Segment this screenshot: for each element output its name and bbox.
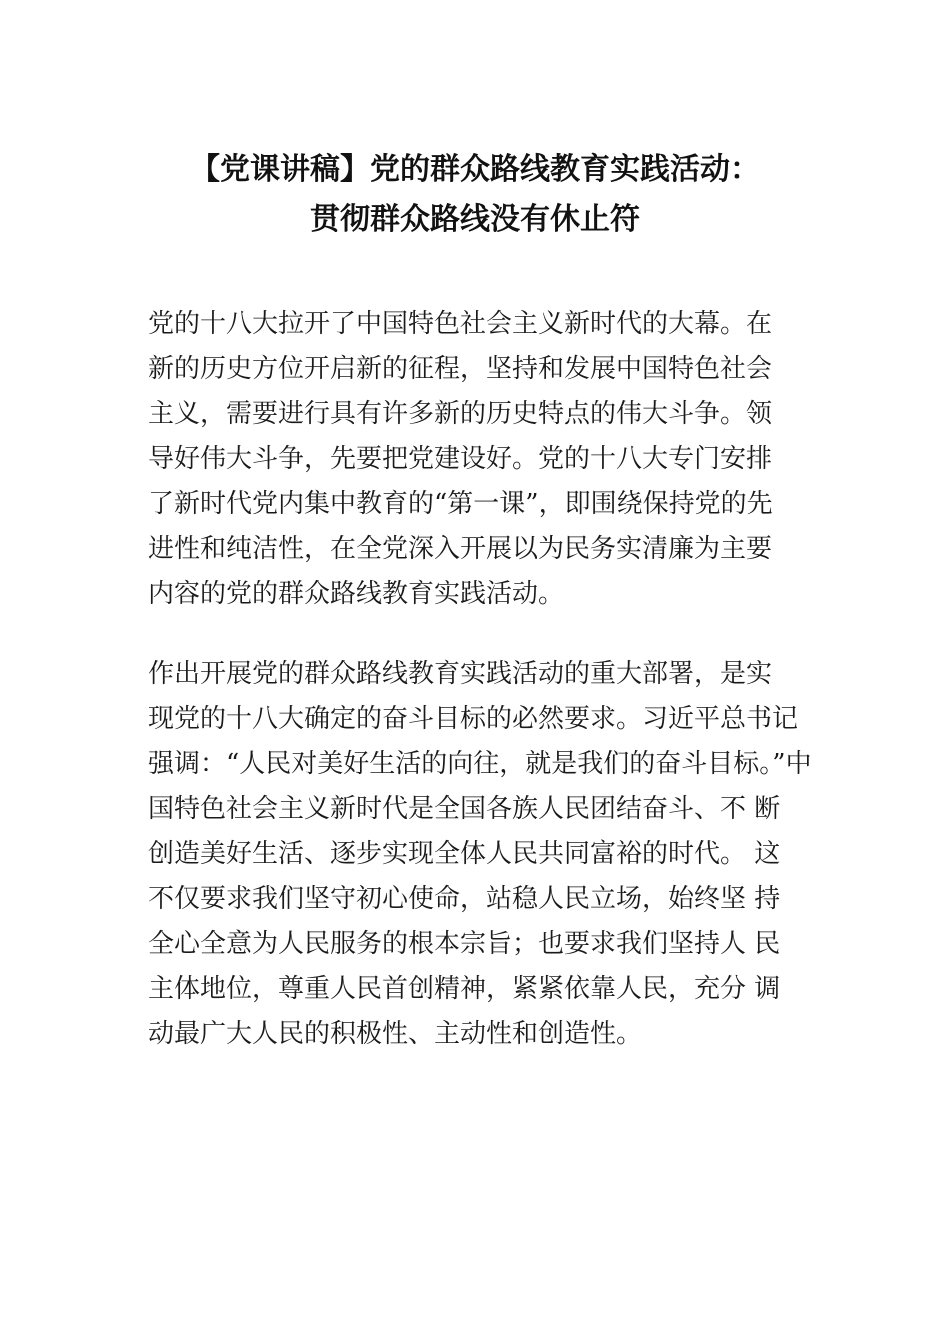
paragraph-2 xyxy=(148,652,838,1057)
paragraph-line: 新的历史方位开启新的征程，坚持和发展中国特色社会 xyxy=(148,354,773,384)
paragraph-line: 国特色社会主义新时代是全国各族人民团结奋斗、不 断 xyxy=(148,794,781,824)
paragraph-line: 进性和纯洁性，在全党深入开展以为民务实清廉为主要 xyxy=(148,534,773,564)
paragraph-line: 导好伟大斗争，先要把党建设好。党的十八大专门安排 xyxy=(148,444,773,474)
title-line: 贯彻群众路线没有休止符 xyxy=(310,202,640,237)
paragraph-line: 主体地位，尊重人民首创精神，紧紧依靠人民，充分 调 xyxy=(148,974,781,1004)
paragraph-line: 强调：“人民对美好生活的向往，就是我们的奋斗目标。”中 xyxy=(148,749,812,779)
document-title xyxy=(0,145,950,245)
paragraph-line: 了新时代党内集中教育的“第一课”，即围绕保持党的先 xyxy=(148,489,773,519)
paragraph-line: 主义，需要进行具有许多新的历史特点的伟大斗争。领 xyxy=(148,399,773,429)
paragraph-line: 全心全意为人民服务的根本宗旨；也要求我们坚持人 民 xyxy=(148,929,781,959)
paragraph-line: 创造美好生活、逐步实现全体人民共同富裕的时代。 这 xyxy=(148,839,781,869)
paragraph-line: 党的十八大拉开了中国特色社会主义新时代的大幕。在 xyxy=(148,309,773,339)
title-line: 【党课讲稿】党的群众路线教育实践活动： xyxy=(190,152,760,187)
paragraph-line: 现党的十八大确定的奋斗目标的必然要求。习近平总书记 xyxy=(148,704,799,734)
paragraph-line: 不仅要求我们坚守初心使命，站稳人民立场，始终坚 持 xyxy=(148,884,781,914)
paragraph-line: 动最广大人民的积极性、主动性和创造性。 xyxy=(148,1019,643,1049)
paragraph-1 xyxy=(148,302,838,617)
paragraph-line: 内容的党的群众路线教育实践活动。 xyxy=(148,579,565,609)
paragraph-line: 作出开展党的群众路线教育实践活动的重大部署，是实 xyxy=(148,659,773,689)
